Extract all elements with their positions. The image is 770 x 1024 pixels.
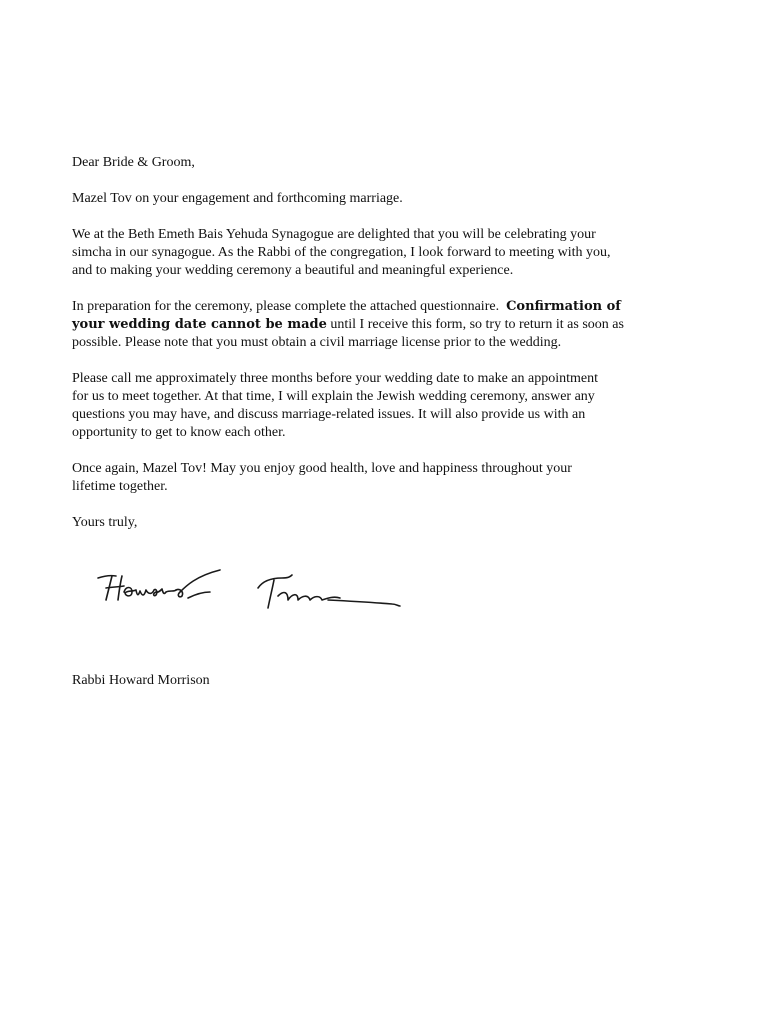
paragraph-questionnaire xyxy=(72,298,672,352)
paragraph-closing-wishes-line: Once again, Mazel Tov! May you enjoy good health, love and happiness throughout your xyxy=(72,461,572,476)
paragraph-synagogue-line: and to making your wedding ceremony a beautiful and meaningful experience. xyxy=(72,263,514,278)
paragraph-questionnaire-line: possible. Please note that you must obtain a civil marriage license prior to the wedding. xyxy=(72,335,562,350)
paragraph-appointment-line: opportunity to get to know each other. xyxy=(72,425,286,440)
paragraph-questionnaire-line xyxy=(72,298,672,316)
paragraph-closing-wishes-line: lifetime together. xyxy=(72,479,168,494)
paragraph-closing-wishes xyxy=(72,460,672,496)
signer-name: Rabbi Howard Morrison xyxy=(72,673,210,688)
paragraph-congratulations: Mazel Tov on your engagement and forthcoming marriage. xyxy=(72,191,403,206)
paragraph-questionnaire-line xyxy=(72,316,672,334)
letter-body xyxy=(72,154,672,550)
confirmation-emphasis: Confirmation of xyxy=(506,299,621,314)
handwritten-signature xyxy=(92,562,412,622)
questionnaire-text: In preparation for the ceremony, please complete the attached questionnaire. xyxy=(72,299,507,314)
paragraph-synagogue-line: We at the Beth Emeth Bais Yehuda Synagogue are delighted that you will be celebrating your xyxy=(72,227,596,242)
paragraph-appointment-line: Please call me approximately three months before your wedding date to make an appointment xyxy=(72,371,598,386)
paragraph-appointment xyxy=(72,370,672,442)
paragraph-appointment-line: for us to meet together. At that time, I will explain the Jewish wedding ceremony, answer any xyxy=(72,389,595,404)
closing: Yours truly, xyxy=(72,515,138,530)
paragraph-synagogue xyxy=(72,226,672,280)
salutation: Dear Bride & Groom, xyxy=(72,155,195,170)
paragraph-synagogue-line: simcha in our synagogue. As the Rabbi of the congregation, I look forward to meeting with you, xyxy=(72,245,611,260)
questionnaire-text: until I receive this form, so try to return it as soon as xyxy=(326,317,624,332)
confirmation-emphasis: your wedding date cannot be made xyxy=(72,317,327,332)
paragraph-appointment-line: questions you may have, and discuss marriage-related issues. It will also provide us with an xyxy=(72,407,586,422)
